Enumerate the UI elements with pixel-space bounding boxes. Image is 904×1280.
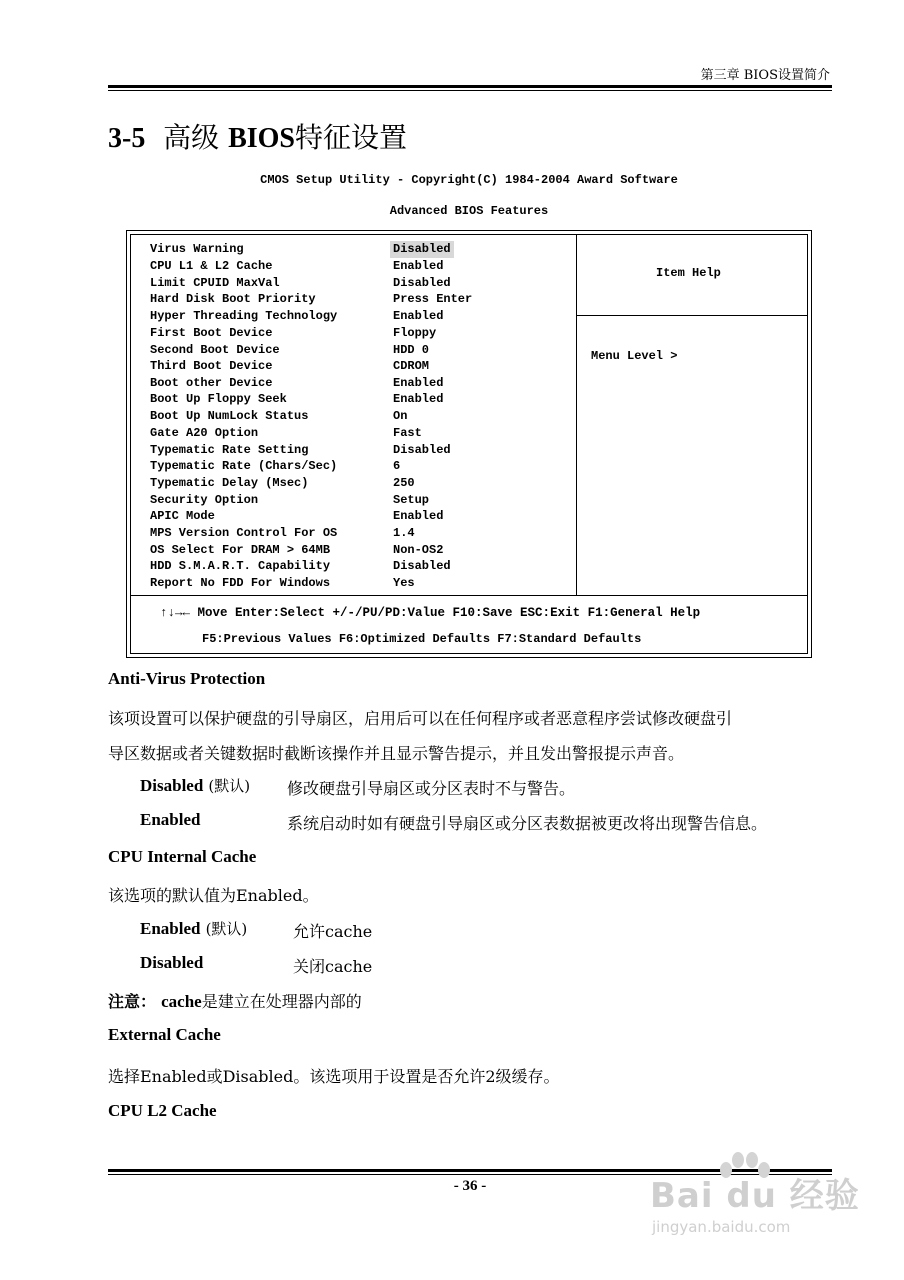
cpu-internal-cache-para: 该选项的默认值为Enabled。 <box>108 886 319 905</box>
setting-value[interactable]: Enabled <box>393 509 444 523</box>
setting-label: Limit CPUID MaxVal <box>150 276 280 290</box>
setting-label: Report No FDD For Windows <box>150 576 331 590</box>
external-cache-para: 选择Enabled或Disabled。该选项用于设置是否允许2级缓存。 <box>108 1067 560 1086</box>
option-default-tag: (默认) <box>205 920 248 938</box>
antivirus-option-enabled-desc: 系统启动时如有硬盘引导扇区或分区表数据被更改将出现警告信息。 <box>287 814 768 833</box>
bios-help-divider <box>576 315 808 316</box>
option-label: Disabled <box>140 776 204 795</box>
header-rule-thin <box>108 90 832 91</box>
note-prefix: 注意： <box>108 992 157 1011</box>
setting-value[interactable]: Enabled <box>393 309 444 323</box>
bios-divider-vertical <box>576 234 577 595</box>
cpu-cache-option-enabled-desc: 允许cache <box>293 922 373 941</box>
antivirus-option-disabled <box>140 775 250 796</box>
setting-label: Hard Disk Boot Priority <box>150 292 316 306</box>
setting-value[interactable]: Disabled <box>393 276 451 290</box>
section-number: 3-5 <box>108 123 146 154</box>
setting-value[interactable]: Floppy <box>393 326 437 340</box>
baidu-watermark <box>646 1148 876 1258</box>
antivirus-option-enabled: Enabled <box>140 810 201 829</box>
setting-value[interactable]: HDD 0 <box>393 343 430 357</box>
setting-label: OS Select For DRAM > 64MB <box>150 543 331 557</box>
bios-footer-divider <box>130 595 808 596</box>
setting-label: Typematic Delay (Msec) <box>150 476 309 490</box>
section-title-bold: BIOS <box>228 123 295 154</box>
setting-label: Second Boot Device <box>150 343 280 357</box>
watermark-url: jingyan.baidu.com <box>652 1218 791 1236</box>
antivirus-option-disabled-desc: 修改硬盘引导扇区或分区表时不与警告。 <box>287 779 576 798</box>
header-rule-thick <box>108 85 832 88</box>
bios-subtitle: Advanced BIOS Features <box>389 204 549 218</box>
section-title-post: 特征设置 <box>295 121 408 154</box>
note-rest: 是建立在处理器内部的 <box>201 992 362 1011</box>
setting-label: APIC Mode <box>150 509 215 523</box>
setting-value[interactable]: Non-OS2 <box>393 543 444 557</box>
setting-label: HDD S.M.A.R.T. Capability <box>150 559 331 573</box>
cpu-cache-note <box>108 989 362 1012</box>
setting-value[interactable]: Fast <box>393 426 422 440</box>
setting-label: Boot Up Floppy Seek <box>150 392 287 406</box>
setting-value[interactable]: CDROM <box>393 359 430 373</box>
setting-value[interactable]: 6 <box>393 459 401 473</box>
setting-label: Third Boot Device <box>150 359 273 373</box>
setting-label: First Boot Device <box>150 326 273 340</box>
cpu-internal-cache-heading: CPU Internal Cache <box>108 847 257 866</box>
antivirus-para-line2: 导区数据或者关键数据时截断该操作并且显示警告提示，并且发出警报提示声音。 <box>108 744 685 763</box>
cpu-l2-cache-heading: CPU L2 Cache <box>108 1101 217 1120</box>
setting-label: Typematic Rate Setting <box>150 443 309 457</box>
menu-level: Menu Level > <box>591 349 678 363</box>
setting-label: Boot Up NumLock Status <box>150 409 309 423</box>
setting-label: Boot other Device <box>150 376 273 390</box>
setting-label: CPU L1 & L2 Cache <box>150 259 273 273</box>
chapter-header: 第三章 BIOS设置简介 <box>700 68 830 83</box>
bios-copyright: CMOS Setup Utility - Copyright(C) 1984-2004 Award Software <box>260 173 678 187</box>
setting-value[interactable]: Press Enter <box>393 292 473 306</box>
external-cache-heading: External Cache <box>108 1025 221 1044</box>
setting-label: Hyper Threading Technology <box>150 309 338 323</box>
cpu-cache-option-enabled <box>140 918 247 939</box>
setting-value[interactable]: Yes <box>393 576 415 590</box>
setting-label: MPS Version Control For OS <box>150 526 338 540</box>
setting-value[interactable]: 250 <box>393 476 415 490</box>
bios-footer-keys-2: F5:Previous Values F6:Optimized Defaults F7:Standard Defaults <box>202 632 642 646</box>
setting-value[interactable]: Disabled <box>393 559 451 573</box>
setting-value[interactable]: Enabled <box>393 376 444 390</box>
antivirus-heading: Anti-Virus Protection <box>108 669 266 688</box>
cpu-cache-option-disabled: Disabled <box>140 953 204 972</box>
setting-value[interactable]: 1.4 <box>393 526 415 540</box>
option-label: Enabled <box>140 919 201 938</box>
item-help-title: Item Help <box>656 266 721 280</box>
setting-value[interactable]: Disabled <box>393 443 451 457</box>
setting-value[interactable]: Enabled <box>393 392 444 406</box>
setting-value[interactable]: On <box>393 409 408 423</box>
section-title <box>108 116 407 156</box>
note-bold: cache <box>161 992 202 1011</box>
setting-value-selected[interactable]: Disabled <box>390 241 454 258</box>
page-number: - 36 - <box>453 1178 487 1194</box>
setting-value[interactable]: Enabled <box>393 259 444 273</box>
antivirus-para-line1: 该项设置可以保护硬盘的引导扇区，启用后可以在任何程序或者恶意程序尝试修改硬盘引 <box>108 709 733 728</box>
option-default-tag: (默认) <box>208 777 251 795</box>
setting-label: Security Option <box>150 493 259 507</box>
section-title-pre: 高级 <box>163 121 220 154</box>
setting-label: Virus Warning <box>150 242 244 256</box>
watermark-brand: Bai du 经验 <box>650 1176 860 1216</box>
bios-footer-keys-1: ↑↓→← Move Enter:Select +/-/PU/PD:Value F10:Save ESC:Exit F1:General Help <box>160 606 701 620</box>
cpu-cache-option-disabled-desc: 关闭cache <box>293 957 373 976</box>
setting-value[interactable]: Setup <box>393 493 430 507</box>
setting-label: Typematic Rate (Chars/Sec) <box>150 459 338 473</box>
setting-label: Gate A20 Option <box>150 426 259 440</box>
